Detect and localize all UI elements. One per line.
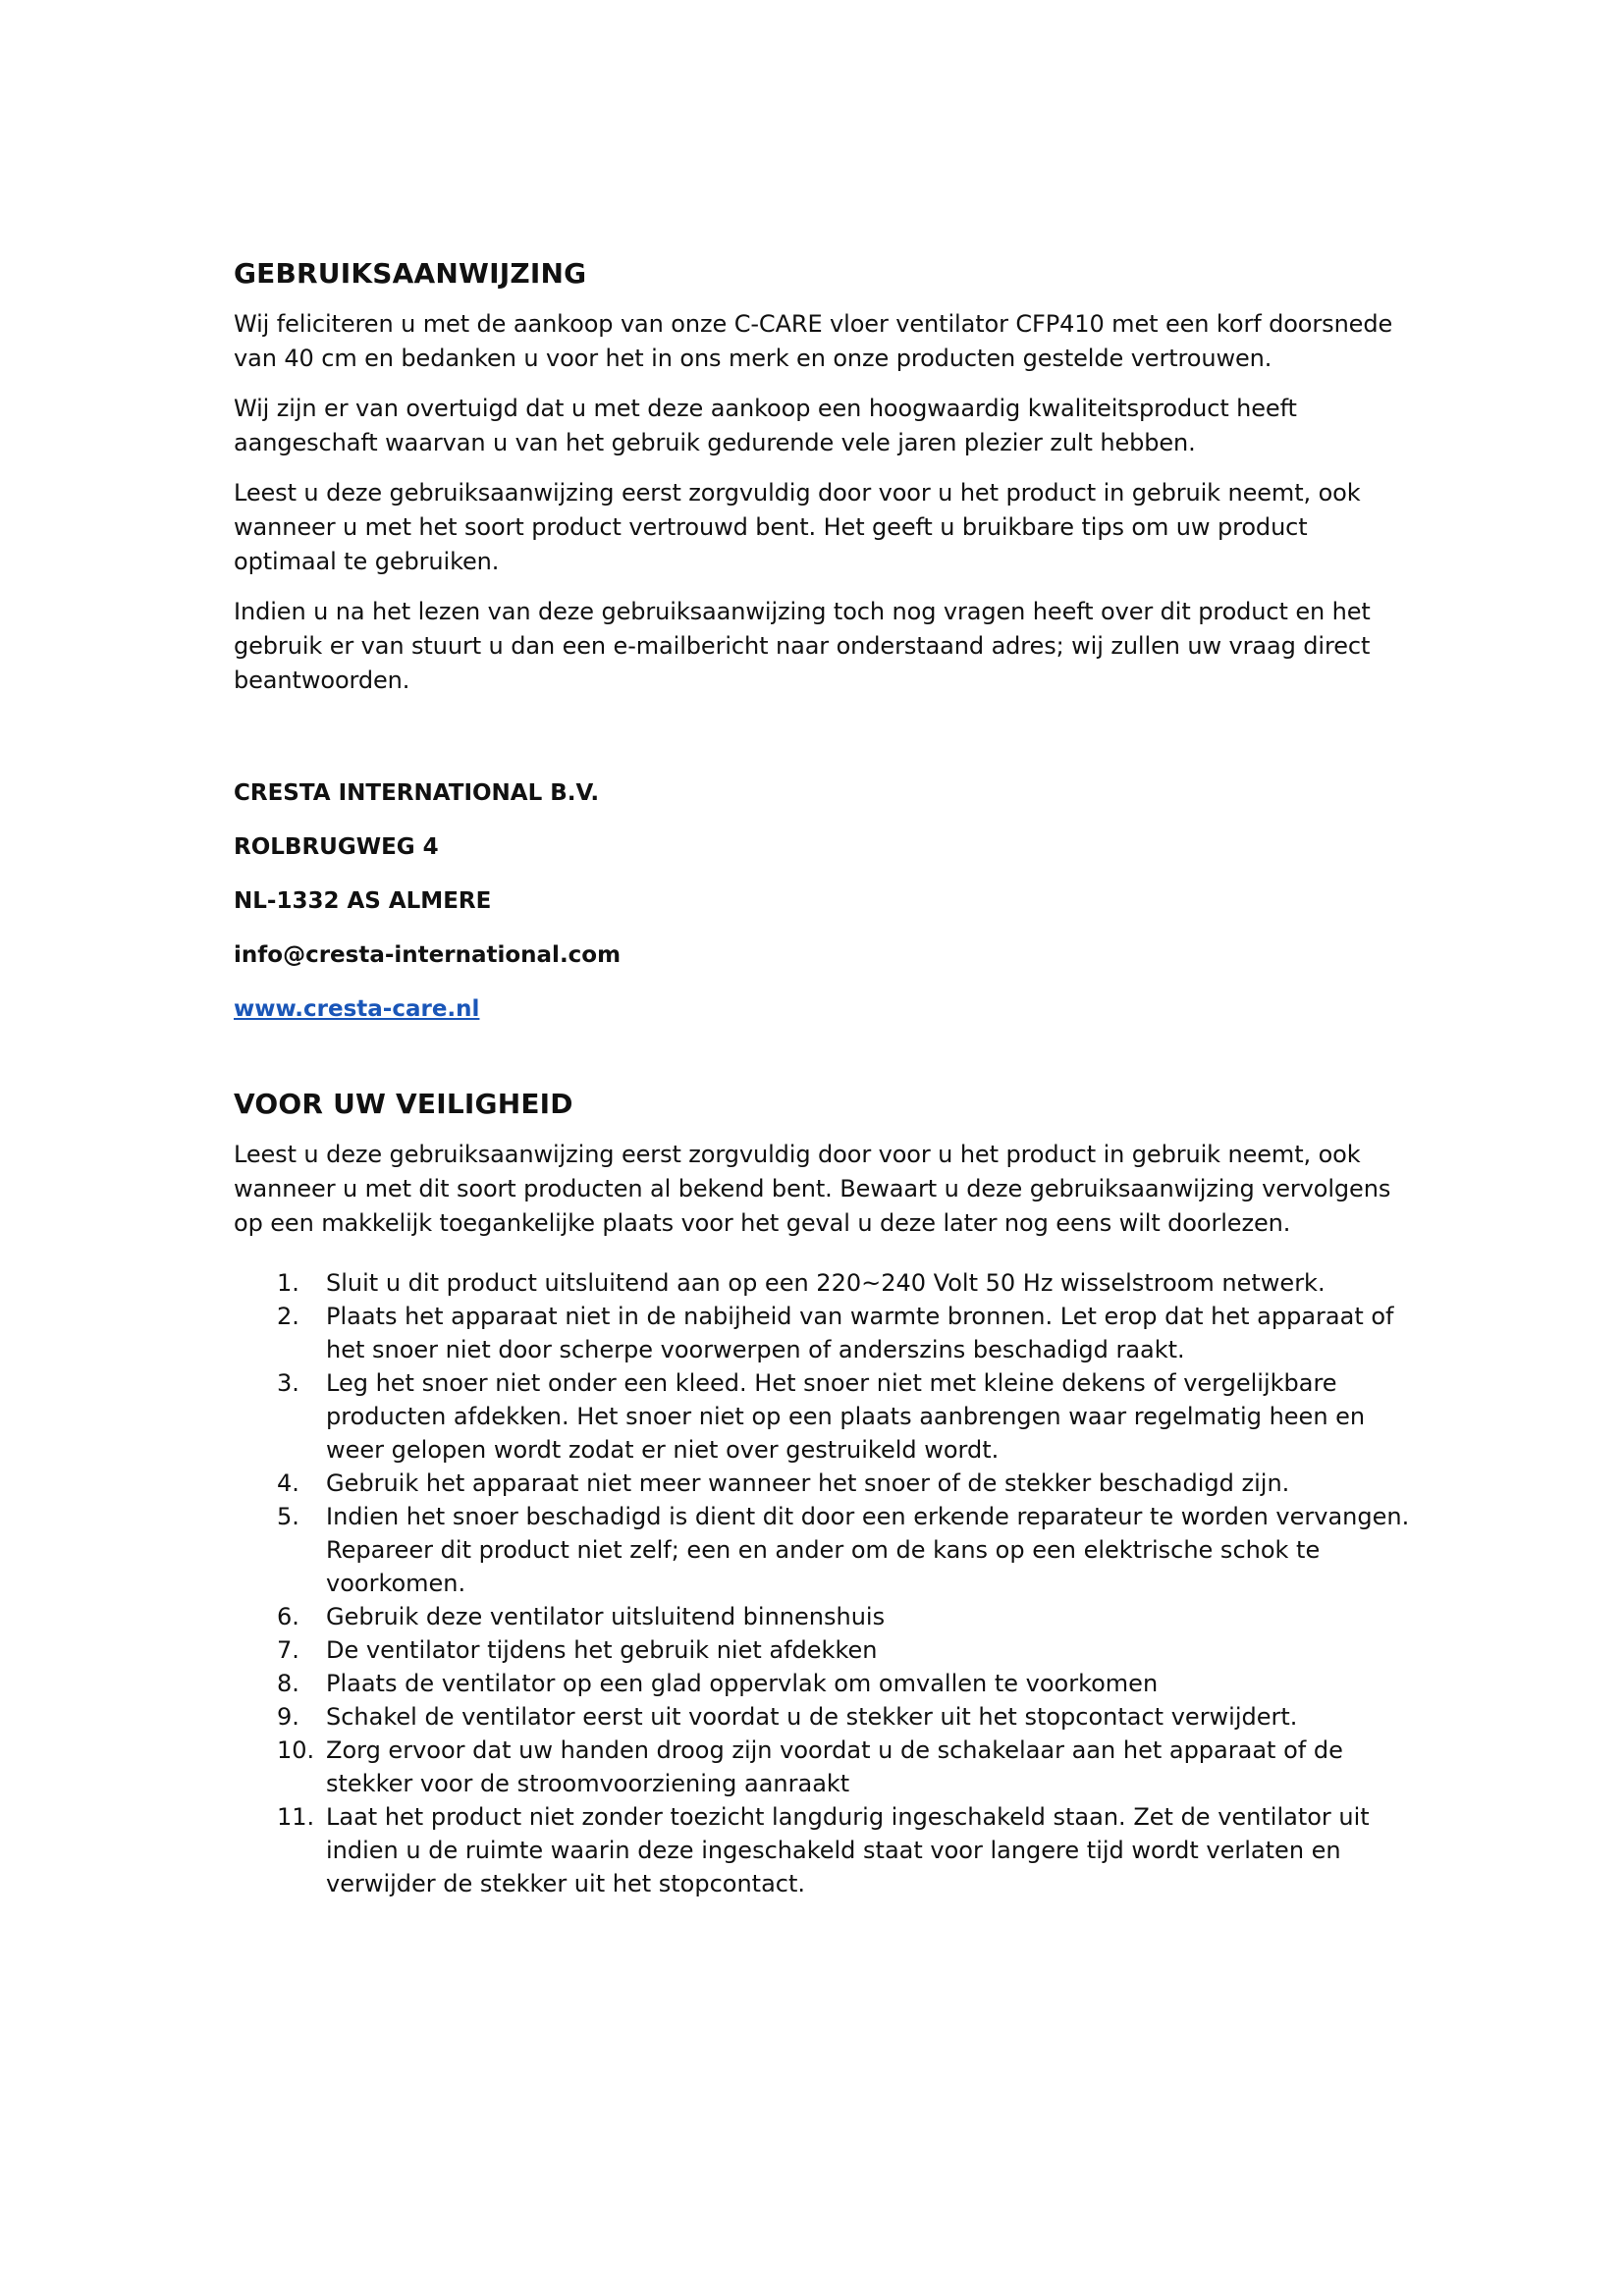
rule-number: 1. <box>277 1269 299 1297</box>
rule-text: Indien het snoer beschadigd is dient dit door een erkende reparateur te worden vervangen. Repareer dit product niet zelf; een en ander om de kans op een elektrische schok te voorkomen. <box>326 1503 1410 1597</box>
safety-rule <box>234 1467 1412 1500</box>
intro-paragraph-4: Indien u na het lezen van deze gebruiksaanwijzing toch nog vragen heeft over dit product en het gebruik er van stuurt u dan een e-mailbericht naar onderstaand adres; wij zullen uw vraag direct beantwoorden. <box>234 598 1371 694</box>
intro-paragraph-3: Leest u deze gebruiksaanwijzing eerst zorgvuldig door voor u het product in gebruik neemt, ook wanneer u met het soort product vertrouwd bent. Het geeft u bruikbare tips om uw product optimaal te gebruiken. <box>234 479 1361 575</box>
safety-rules-list <box>234 1266 1412 1900</box>
address-block <box>234 778 1412 1048</box>
safety-rule <box>234 1734 1412 1800</box>
safety-rule <box>234 1266 1412 1300</box>
rule-text: Plaats het apparaat niet in de nabijheid van warmte bronnen. Let erop dat het apparaat of het snoer niet door scherpe voorwerpen of anderszins beschadigd raakt. <box>326 1303 1394 1363</box>
spacer <box>234 714 1412 778</box>
email-address: info@cresta-international.com <box>234 942 622 968</box>
safety-intro-paragraph: Leest u deze gebruiksaanwijzing eerst zorgvuldig door voor u het product in gebruik neemt, ook wanneer u met dit soort producten al bekend bent. Bewaart u deze gebruiksaanwijzing vervolgens op een makkelijk toegankelijke plaats voor het geval u deze later nog eens wilt doorlezen. <box>234 1141 1391 1237</box>
rule-text: Gebruik het apparaat niet meer wanneer het snoer of de stekker beschadigd zijn. <box>326 1469 1290 1497</box>
section-heading-instructions: GEBRUIKSAANWIJZING <box>234 257 587 290</box>
street-address: ROLBRUGWEG 4 <box>234 834 439 860</box>
website-row <box>234 994 1412 1048</box>
rule-number: 3. <box>277 1369 299 1397</box>
safety-rule <box>234 1366 1412 1467</box>
intro-paragraph-2: Wij zijn er van overtuigd dat u met deze aankoop een hoogwaardig kwaliteitsproduct heeft aangeschaft waarvan u van het gebruik gedurende vele jaren plezier zult hebben. <box>234 395 1297 456</box>
rule-text: Gebruik deze ventilator uitsluitend binnenshuis <box>326 1603 886 1630</box>
rule-text: Schakel de ventilator eerst uit voordat u de stekker uit het stopcontact verwijdert. <box>326 1703 1298 1731</box>
document-page <box>234 257 1412 1900</box>
safety-rule <box>234 1667 1412 1700</box>
website-link[interactable]: www.cresta-care.nl <box>234 996 480 1022</box>
rule-number: 10. <box>277 1736 315 1764</box>
section-heading-safety: VOOR UW VEILIGHEID <box>234 1088 573 1120</box>
rule-number: 9. <box>277 1703 299 1731</box>
rule-number: 8. <box>277 1670 299 1697</box>
rule-text: De ventilator tijdens het gebruik niet afdekken <box>326 1636 878 1664</box>
safety-rule <box>234 1300 1412 1366</box>
safety-rule <box>234 1600 1412 1633</box>
city-address: NL-1332 AS ALMERE <box>234 888 492 914</box>
company-name: CRESTA INTERNATIONAL B.V. <box>234 780 600 806</box>
rule-number: 11. <box>277 1803 315 1831</box>
rule-text: Leg het snoer niet onder een kleed. Het snoer niet met kleine dekens of vergelijkbare producten afdekken. Het snoer niet op een plaats aanbrengen waar regelmatig heen en weer gelopen wordt zodat er niet over gestruikeld wordt. <box>326 1369 1366 1464</box>
safety-rule <box>234 1700 1412 1734</box>
safety-rule <box>234 1633 1412 1667</box>
rule-text: Zorg ervoor dat uw handen droog zijn voordat u de schakelaar aan het apparaat of de stekker voor de stroomvoorziening aanraakt <box>326 1736 1343 1797</box>
rule-number: 5. <box>277 1503 299 1530</box>
rule-text: Sluit u dit product uitsluitend aan op een 220~240 Volt 50 Hz wisselstroom netwerk. <box>326 1269 1326 1297</box>
rule-number: 4. <box>277 1469 299 1497</box>
safety-rule <box>234 1500 1412 1600</box>
rule-number: 2. <box>277 1303 299 1330</box>
rule-text: Plaats de ventilator op een glad oppervlak om omvallen te voorkomen <box>326 1670 1159 1697</box>
rule-text: Laat het product niet zonder toezicht langdurig ingeschakeld staan. Zet de ventilator uit indien u de ruimte waarin deze ingeschakeld staat voor langere tijd wordt verlaten en verwijder de stekker uit het stopcontact. <box>326 1803 1370 1897</box>
spacer <box>234 1048 1412 1088</box>
rule-number: 7. <box>277 1636 299 1664</box>
rule-number: 6. <box>277 1603 299 1630</box>
safety-rule <box>234 1800 1412 1900</box>
intro-paragraph-1: Wij feliciteren u met de aankoop van onze C-CARE vloer ventilator CFP410 met een korf doorsnede van 40 cm en bedanken u voor het in ons merk en onze producten gestelde vertrouwen. <box>234 310 1393 372</box>
